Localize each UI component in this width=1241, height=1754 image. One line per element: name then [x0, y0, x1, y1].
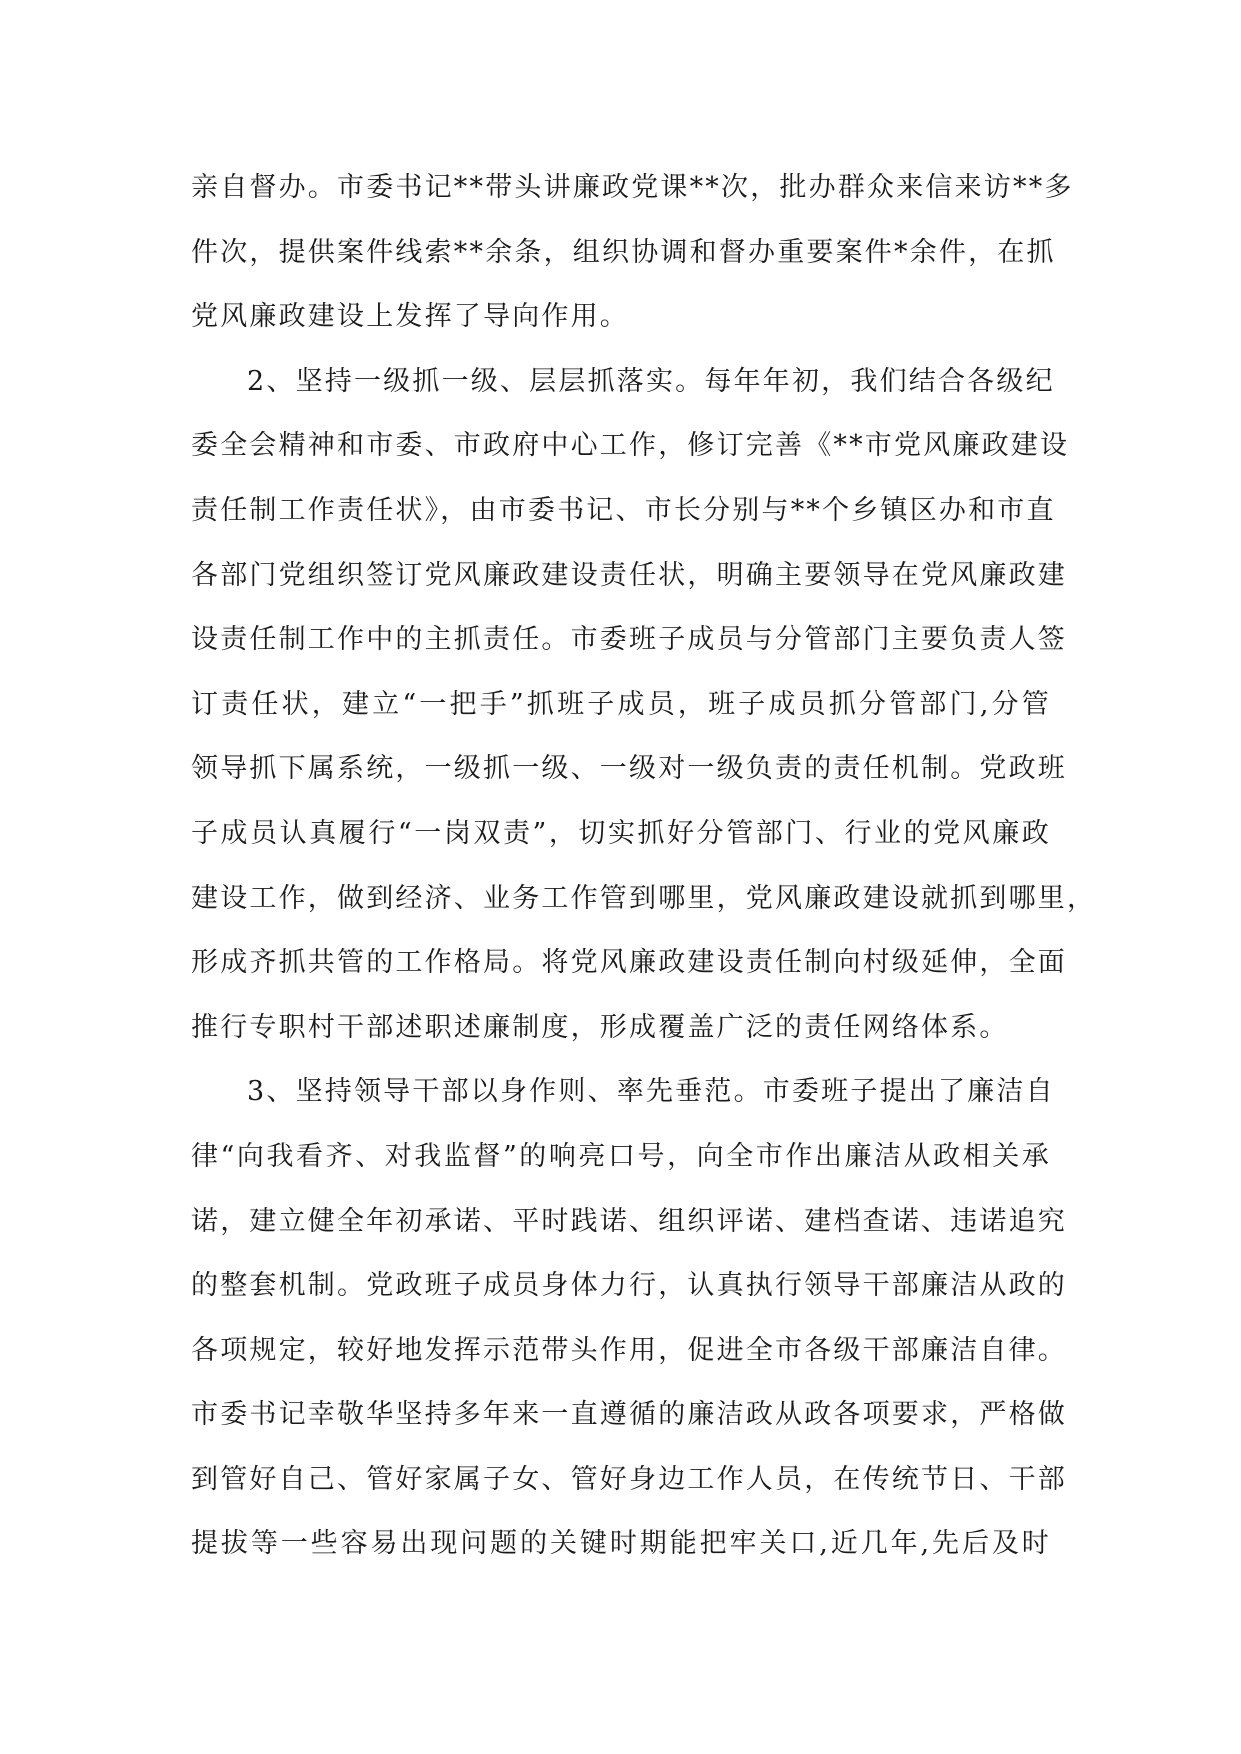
text-line: 子成员认真履行“一岗双责”，切实抓好分管部门、行业的党风廉政	[191, 817, 1051, 849]
text-line: 建设工作，做到经济、业务工作管到哪里，党风廉政建设就抓到哪里，	[191, 882, 1097, 914]
text-line: 提拔等一些容易出现问题的关键时期能把牢关口,近几年,先后及时	[191, 1528, 1051, 1560]
text-line: 订责任状，建立“一把手”抓班子成员，班子成员抓分管部门,分管	[191, 688, 1051, 720]
text-line: 市委书记幸敬华坚持多年来一直遵循的廉洁政从政各项要求，严格做	[191, 1399, 1067, 1431]
paragraph-3	[191, 1060, 1067, 1577]
text-line: 各部门党组织签订党风廉政建设责任状，明确主要领导在党风廉政建	[191, 559, 1067, 591]
text-line: 2、坚持一级抓一级、层层抓落实。每年年初，我们结合各级纪	[247, 365, 1055, 397]
text-line: 的整套机制。党政班子成员身体力行，认真执行领导干部廉洁从政的	[191, 1270, 1067, 1302]
paragraph-1	[191, 156, 1074, 350]
text-line: 件次，提供案件线索**余条，组织协调和督办重要案件*余件，在抓	[191, 236, 1056, 268]
text-line: 委全会精神和市委、市政府中心工作，修订完善《**市党风廉政建设	[191, 430, 1070, 462]
text-line: 责任制工作责任状》，由市委书记、市长分别与**个乡镇区办和市直	[191, 494, 1056, 526]
text-line: 各项规定，较好地发挥示范带头作用，促进全市各级干部廉洁自律。	[191, 1334, 1067, 1366]
text-line: 形成齐抓共管的工作格局。将党风廉政建设责任制向村级延伸，全面	[191, 947, 1067, 979]
document-body	[191, 156, 1097, 1577]
text-line: 3、坚持领导干部以身作则、率先垂范。市委班子提出了廉洁自	[247, 1076, 1055, 1108]
text-line: 诺，建立健全年初承诺、平时践诺、组织评诺、建档查诺、违诺追究	[191, 1205, 1067, 1237]
text-line: 设责任制工作中的主抓责任。市委班子成员与分管部门主要负责人签	[191, 624, 1067, 656]
text-line: 亲自督办。市委书记**带头讲廉政党课**次，批办群众来信来访**多	[191, 172, 1074, 203]
text-line: 推行专职村干部述职述廉制度，形成覆盖广泛的责任网络体系。	[191, 1011, 1009, 1043]
text-line: 党风廉政建设上发挥了导向作用。	[191, 301, 629, 333]
paragraph-2	[191, 350, 1097, 1061]
text-line: 律“向我看齐、对我监督”的响亮口号，向全市作出廉洁从政相关承	[191, 1140, 1051, 1172]
text-line: 领导抓下属系统，一级抓一级、一级对一级负责的责任机制。党政班	[191, 753, 1067, 785]
text-line: 到管好自己、管好家属子女、管好身边工作人员，在传统节日、干部	[191, 1463, 1067, 1495]
